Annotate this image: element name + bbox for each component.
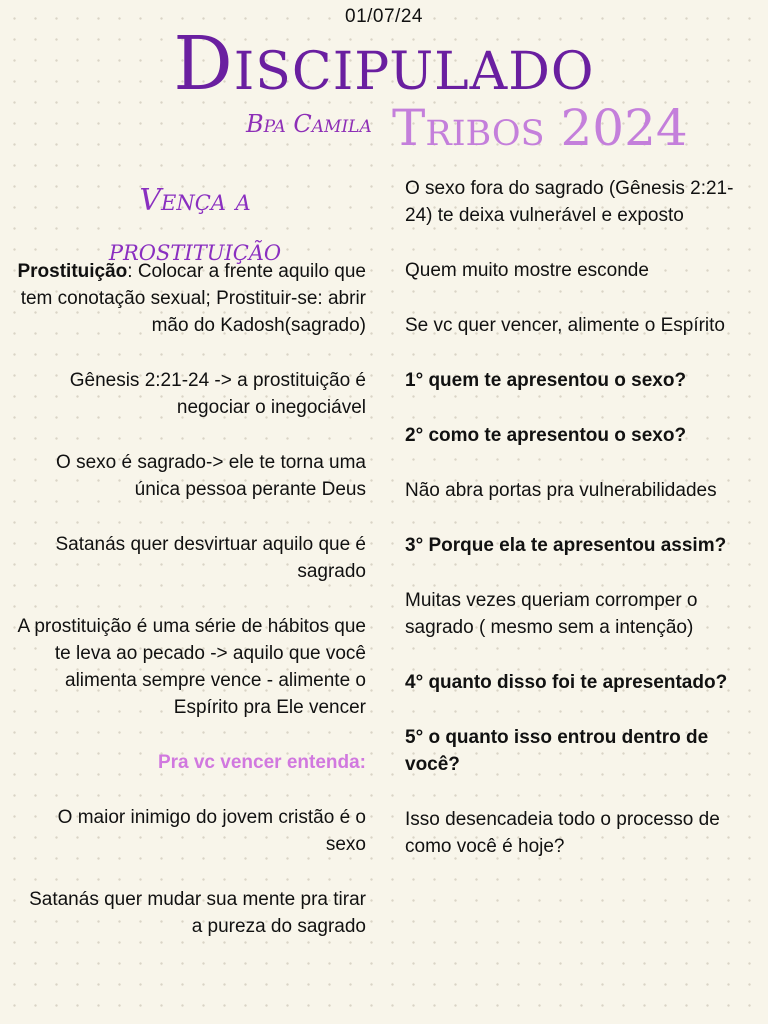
question-item: 5° o quanto isso entrou dentro de você? [405,727,709,775]
note-paragraph: O sexo é sagrado-> ele te torna uma única pessoa perante Deus [56,452,366,500]
right-column [405,175,760,888]
note-item: Se vc quer vencer, alimente o Espírito [405,315,725,336]
event-title: Tribos 2024 [392,99,688,157]
highlight-heading: Pra vc vencer entenda: [157,752,366,773]
section-title-line-1: Vença a [139,183,251,218]
author-name: Bpa Camila [246,110,372,138]
question-item: 1° quem te apresentou o sexo? [405,370,687,391]
note-item: O sexo fora do sagrado (Gênesis 2:21-24) te deixa vulnerável e exposto [405,178,734,226]
definition-paragraph [14,258,366,339]
definition-term: Prostituição [17,261,128,282]
page-title: Discipulado [173,21,595,107]
note-paragraph: Gênesis 2:21-24 -> a prostituição é negociar o inegociável [69,370,366,418]
note-item: Quem muito mostre esconde [405,260,649,281]
question-item: 2° como te apresentou o sexo? [405,425,687,446]
note-paragraph: A prostituição é uma série de hábitos que te leva ao pecado -> aquilo que você alimenta sempre vence - alimente o Espírito pra Ele vencer [17,616,366,718]
section-title-line-2: prostituição [108,233,282,268]
definition-text: : Colocar a frente aquilo que tem conotação sexual; Prostituir-se: abrir mão do Kadosh(sagrado) [20,261,366,336]
note-date: 01/07/24 [345,6,423,27]
note-item: Muitas vezes queriam corromper o sagrado ( mesmo sem a intenção) [405,590,698,638]
question-item: 3° Porque ela te apresentou assim? [405,535,727,556]
note-paragraph: O maior inimigo do jovem cristão é o sexo [57,807,366,855]
note-item: Não abra portas pra vulnerabilidades [405,480,717,501]
question-item: 4° quanto disso foi te apresentado? [405,672,728,693]
note-paragraph: Satanás quer desvirtuar aquilo que é sagrado [55,534,366,582]
note-paragraph: Satanás quer mudar sua mente pra tirar a pureza do sagrado [29,889,366,937]
note-item: Isso desencadeia todo o processo de como você é hoje? [405,809,720,857]
left-column [14,258,366,968]
